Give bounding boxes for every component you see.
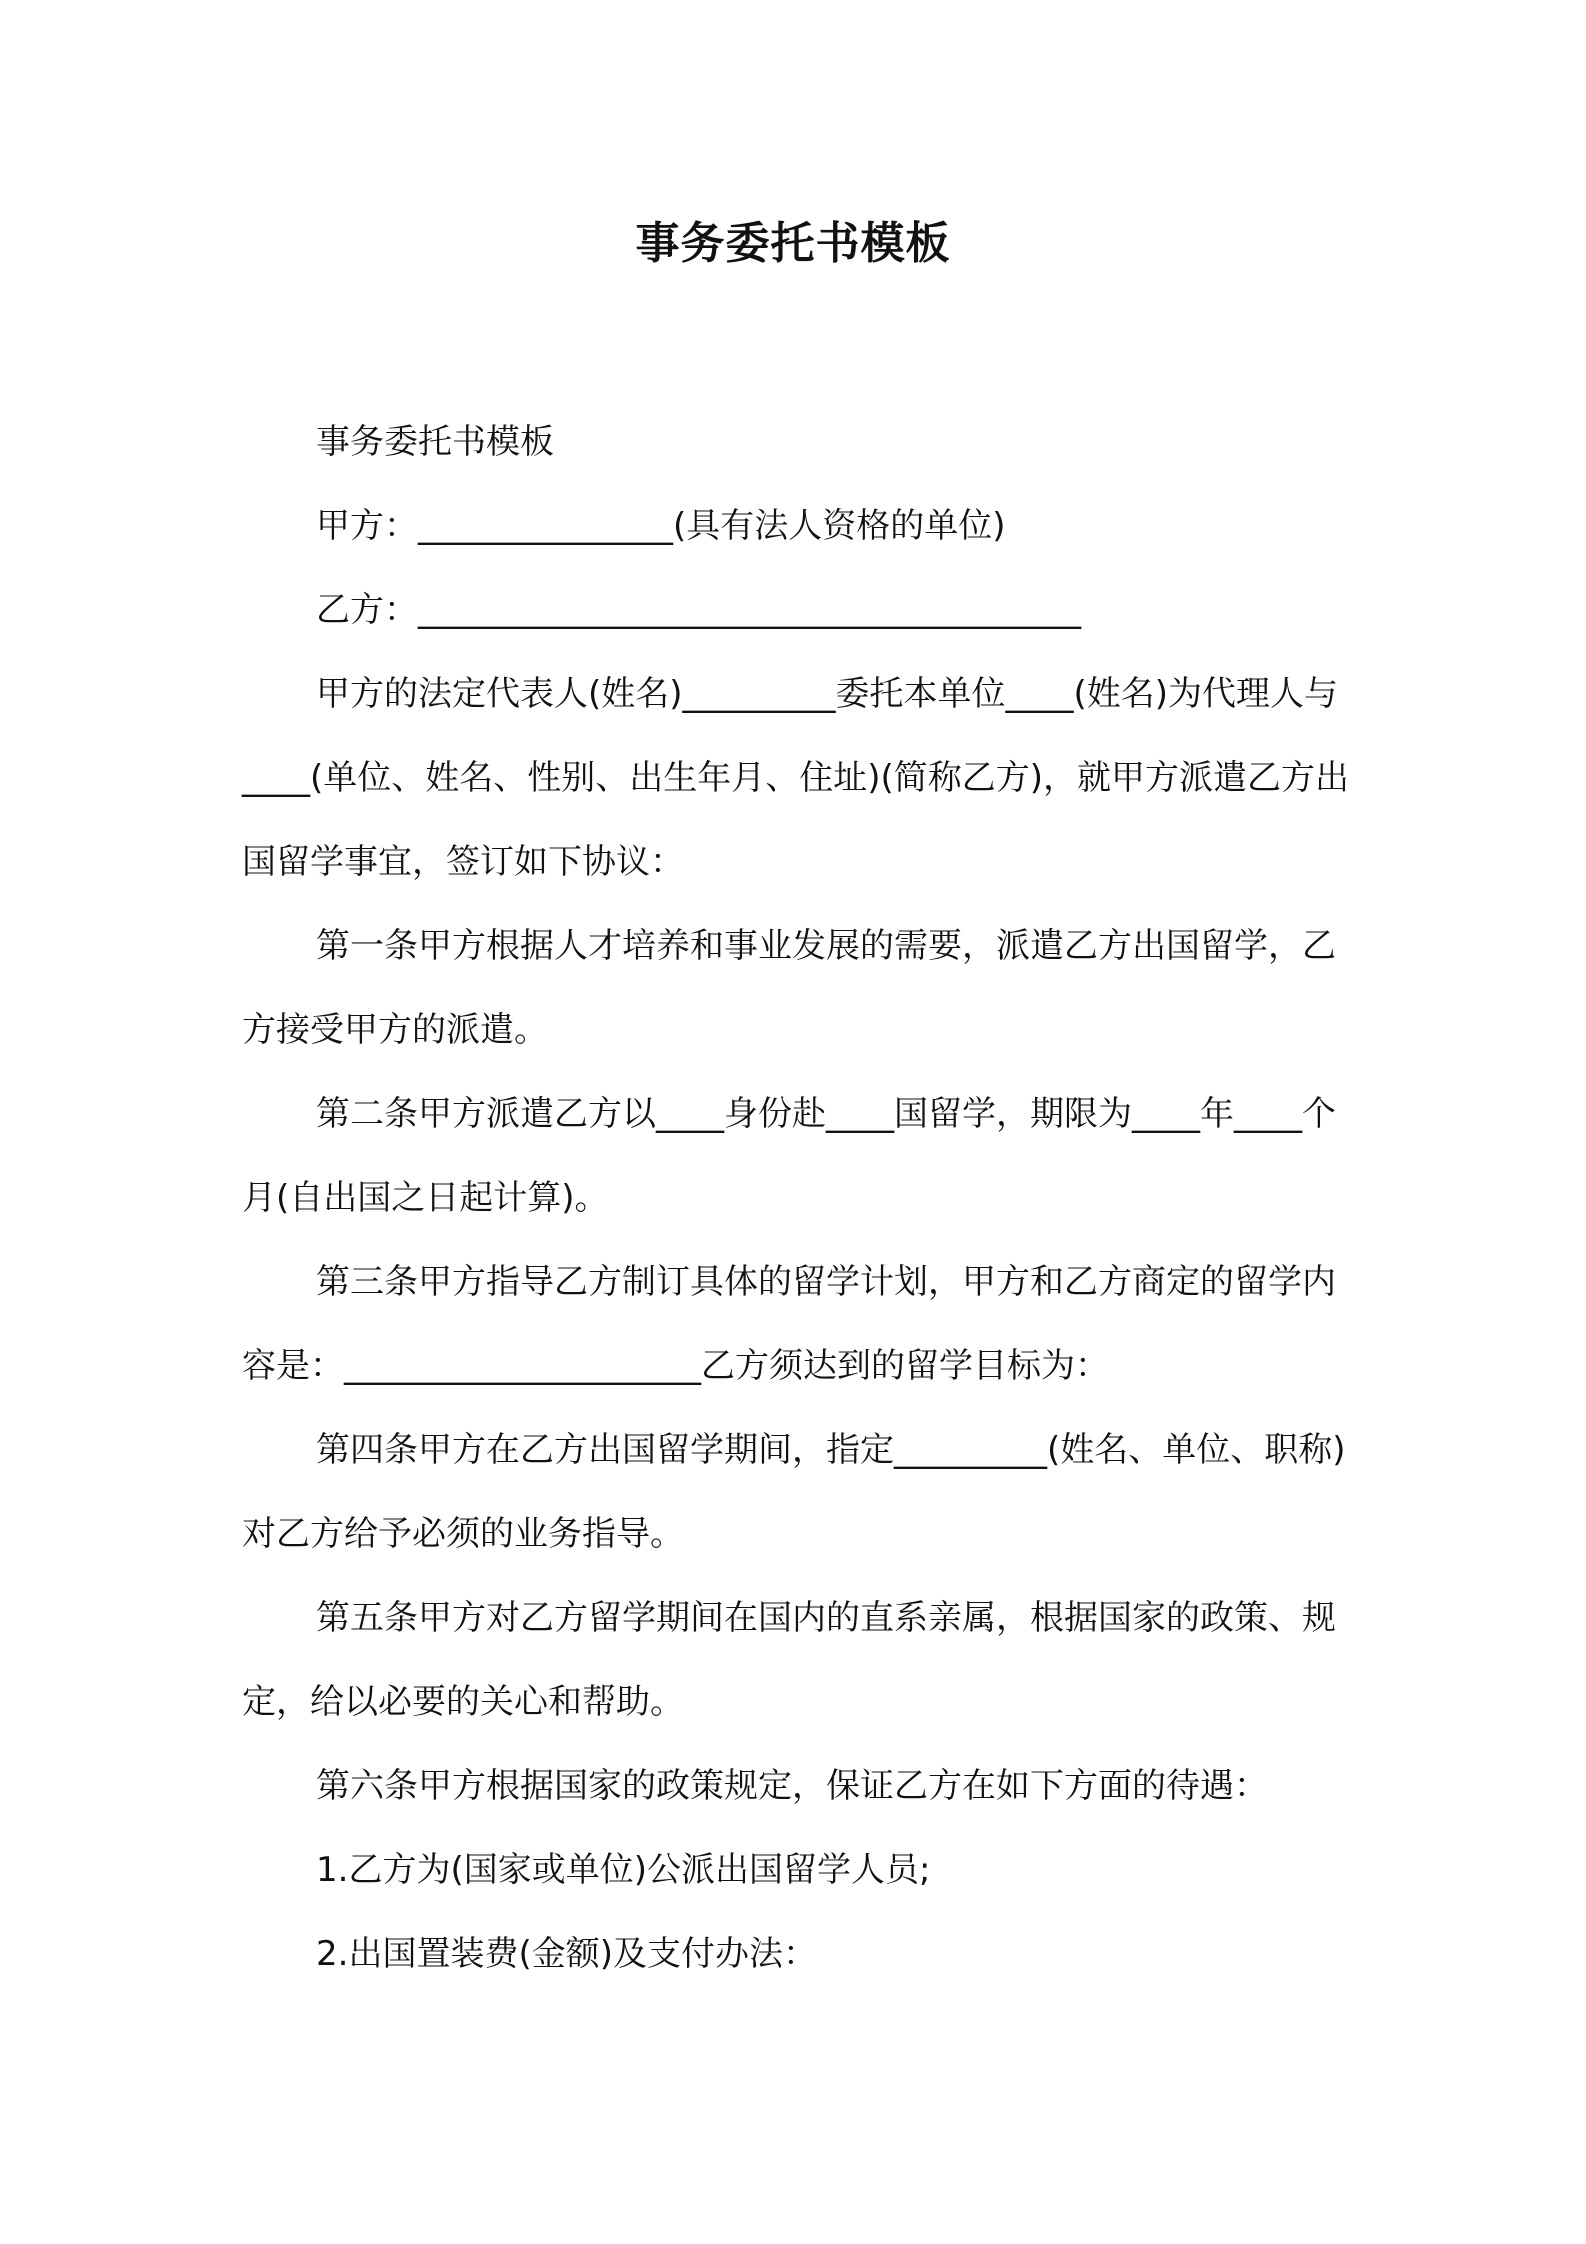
paragraph-intro: 甲方的法定代表人(姓名)_________委托本单位____(姓名)为代理人与____(单位、姓名、性别、出生年月、住址)(简称乙方)，就甲方派遣乙方出国留学事宜，签订如下协议： bbox=[242, 674, 1350, 882]
paragraph-article-3: 第三条甲方指导乙方制订具体的留学计划，甲方和乙方商定的留学内容是：_____________________乙方须达到的留学目标为： bbox=[242, 1262, 1336, 1386]
paragraph-article-5: 第五条甲方对乙方留学期间在国内的直系亲属，根据国家的政策、规定，给以必要的关心和帮助。 bbox=[242, 1598, 1336, 1722]
document-body bbox=[242, 400, 1362, 1996]
paragraph-party-b: 乙方：_______________________________________ bbox=[316, 590, 1081, 630]
paragraph-party-a: 甲方：_______________(具有法人资格的单位) bbox=[316, 506, 1006, 546]
paragraph-article-2: 第二条甲方派遣乙方以____身份赴____国留学，期限为____年____个月(自出国之日起计算)。 bbox=[242, 1094, 1336, 1218]
paragraph-item-2: 2.出国置装费(金额)及支付办法： bbox=[316, 1934, 817, 1974]
paragraph-article-1: 第一条甲方根据人才培养和事业发展的需要，派遣乙方出国留学，乙方接受甲方的派遣。 bbox=[242, 926, 1336, 1050]
paragraph-item-1: 1.乙方为(国家或单位)公派出国留学人员; bbox=[316, 1850, 931, 1890]
document-title: 事务委托书模板 bbox=[635, 218, 951, 269]
paragraph-article-6: 第六条甲方根据国家的政策规定，保证乙方在如下方面的待遇： bbox=[316, 1766, 1268, 1806]
paragraph-article-4: 第四条甲方在乙方出国留学期间，指定_________(姓名、单位、职称)对乙方给予必须的业务指导。 bbox=[242, 1430, 1346, 1554]
paragraph-heading: 事务委托书模板 bbox=[316, 422, 554, 462]
